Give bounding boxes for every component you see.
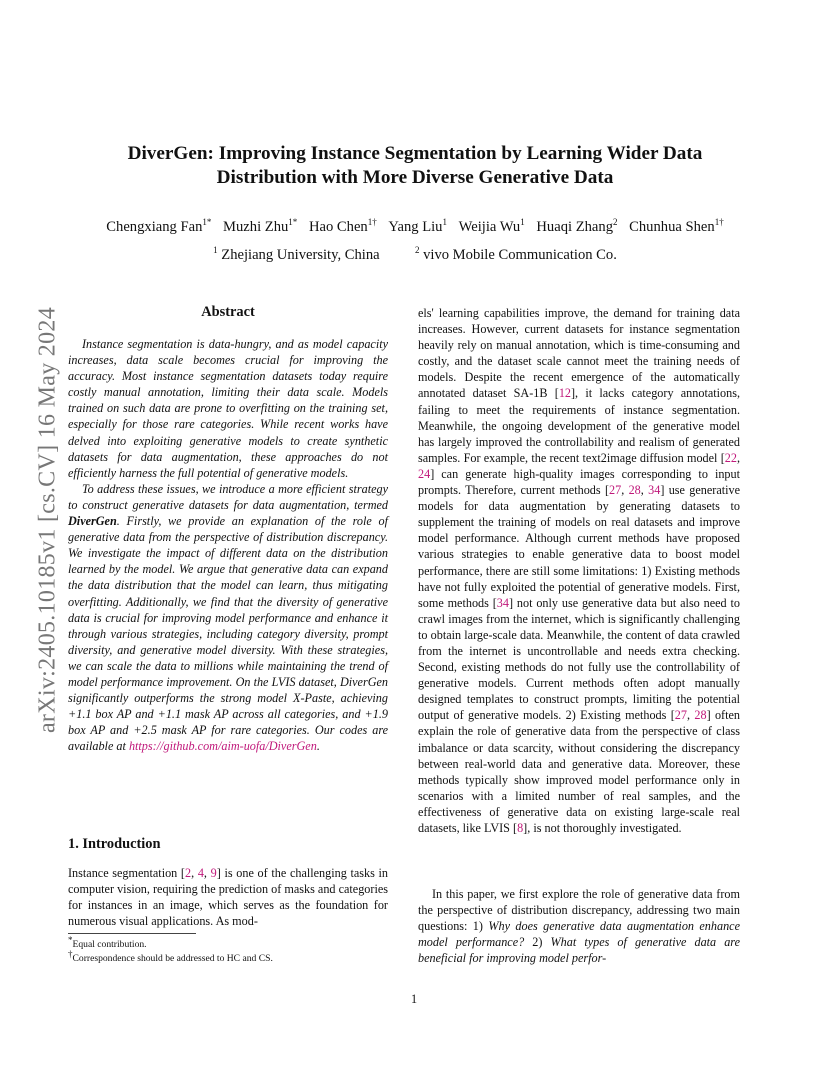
affiliation-name: Zhejiang University, China: [221, 247, 380, 263]
affiliation: [213, 247, 380, 263]
metric-value: +1.1: [157, 707, 182, 722]
author-name: Yang Liu: [388, 219, 443, 235]
method-name: DiverGen: [68, 514, 117, 529]
citation-link[interactable]: 2: [185, 866, 192, 880]
abstract-paragraph: Instance segmentation is data-hungry, and as model capacity increases, data scale becomes crucial for improving the accuracy. Most instance segmentation datasets today require costly manual annotation, limiting their data scale. Models trained on such data are prone to overfitting on the training set, especially for those rare categories. While recent works have delved into exploiting generative models to create synthetic datasets for data augmentation, these approaches do not efficiently harness the full potential of generative models.: [68, 337, 388, 480]
author-name: Chunhua Shen: [629, 219, 715, 235]
author: [536, 219, 617, 235]
introduction-paragraph: Instance segmentation [2, 4, 9] is one of the challenging tasks in computer vision, requiring the prediction of masks and categories for instances in an image, which serves as the foundation for numerous visual applications. As mod-: [68, 866, 389, 929]
affiliation: [415, 247, 617, 263]
citation-link[interactable]: 34: [496, 595, 509, 610]
author: [106, 219, 211, 235]
citation-link[interactable]: 9: [210, 866, 217, 880]
introduction-paragraph: els' learning capabilities improve, the demand for training data increases. However, current datasets for instance segmentation heavily rely on manual annotation, which is time-consuming and costly, and the dataset scale cannot meet the training needs of models. Despite the recent emergence of the automatically annotated dataset SA-1B [12], it lacks category annotations, failing to meet the requirements of instance segmentation. Meanwhile, the ongoing development of the generative model has largely improved the controllability and realism of generated samples. For example, the recent text2image diffusion model [22, 24] can generate high-quality images corresponding to input prompts. Therefore, current methods [27, 28, 34] use generative models for data augmentation by generating datasets to supplement the training of models on real datasets and improve model performance. Although current methods have proposed various strategies to enable generative data to boost model performance, there are still some limitations: 1) Existing methods have not fully exploited the potential of generative models. First, some methods [34] not only use generative data but also need to crawl images from the internet, which is significantly challenging to obtain large-scale data. Meanwhile, the content of data crawled from the internet is uncontrollable and needs extra checking. Second, existing methods do not fully use the controllability of generative models. Current methods often adopt manually designed templates to construct prompts, limiting the potential output of generative models. 2) Existing methods [27, 28] often explain the role of generative data from the perspective of class imbalance or data scarcity, without considering the discrepancy between real-world data and generative data. Moreover, these methods typically show improved model performance only in scenarios with a limited number of real samples, and the effectiveness of generative data on existing large-scale real datasets, like LVIS [8], is not thoroughly investigated.: [418, 306, 741, 835]
introduction-right-column-continued: [418, 886, 740, 966]
code-repository-link[interactable]: https://github.com/aim-uofa/DiverGen: [128, 739, 317, 754]
author-name: Weijia Wu: [458, 219, 521, 235]
citation-link[interactable]: 8: [517, 821, 524, 835]
abstract-heading: Abstract: [201, 304, 255, 320]
author: [459, 219, 525, 235]
affiliation-list: [60, 247, 770, 264]
metric-value: +1.9: [364, 707, 388, 722]
footnote-text: Equal contribution.: [72, 939, 147, 950]
author: [629, 219, 724, 235]
citation-link[interactable]: 12: [558, 386, 571, 401]
footnote-divider: [68, 933, 196, 934]
author-name: Muzhi Zhu: [223, 219, 289, 235]
title-line: Distribution with More Diverse Generative Data: [216, 167, 614, 188]
abstract-body: [68, 336, 388, 754]
author-affiliation-mark: 1†: [714, 217, 724, 228]
footnote-text: Correspondence should be addressed to HC and CS.: [72, 952, 273, 964]
abstract-paragraph: To address these issues, we introduce a more efficient strategy to construct generative datasets for data augmentation, termed DiverGen. Firstly, we provide an explanation of the role of generative data from the perspective of distribution discrepancy. We investigate the impact of different data on the distribution learned by the model. We argue that generative data can expand the data distribution that the model can learn, thus mitigating overfitting. Additionally, we find that the diversity of generative data is crucial for improving model performance and enhance it through various strategies, including category diversity, prompt diversity, and generative model diversity. With these strategies, we can scale the data to millions while maintaining the trend of model performance improvement. On the LVIS dataset, DiverGen significantly outperforms the strong model X-Paste, achieving +1.1 box AP and +1.1 mask AP across all categories, and +1.9 box AP and +2.5 mask AP for rare categories. Our codes are available at https://github.com/aim-uofa/DiverGen.: [68, 481, 389, 754]
citation-link[interactable]: 27: [609, 483, 622, 498]
author-list: [60, 219, 770, 236]
paper-title: [70, 142, 760, 190]
author-affiliation-mark: 1*: [288, 217, 298, 228]
affiliation-mark: 2: [414, 245, 420, 256]
citation-link[interactable]: 28: [694, 708, 707, 723]
footnote: [68, 934, 273, 952]
metric-value: +2.5: [133, 723, 157, 738]
citation-link[interactable]: 22: [724, 450, 737, 465]
author-affiliation-mark: 1: [520, 217, 525, 228]
footnotes: [68, 934, 273, 965]
author: [388, 219, 447, 235]
citation-link[interactable]: 28: [628, 483, 641, 498]
author-name: Chengxiang Fan: [106, 219, 203, 235]
page-number: 1: [410, 992, 418, 1006]
author-affiliation-mark: 1: [442, 217, 447, 228]
author-affiliation-mark: 2: [613, 217, 618, 228]
author-affiliation-mark: 1†: [367, 217, 377, 228]
research-question: What types of generative data are beneficial for improving model perfor-: [418, 935, 741, 966]
author-name: Huaqi Zhang: [536, 219, 613, 235]
citation-link[interactable]: 27: [674, 708, 687, 723]
section-heading-introduction: 1. Introduction: [68, 836, 161, 852]
introduction-right-column: [418, 305, 740, 836]
author: [223, 219, 297, 235]
citation-link[interactable]: 34: [648, 483, 661, 498]
introduction-left-column: [68, 865, 388, 929]
research-question: Why does generative data augmentation enhance model performance?: [418, 919, 740, 950]
author-name: Hao Chen: [308, 219, 368, 235]
metric-value: +1.1: [68, 707, 92, 722]
affiliation-mark: 1: [213, 245, 218, 256]
introduction-paragraph: In this paper, we first explore the role of generative data from the perspective of distribution discrepancy, addressing two main questions: 1) Why does generative data augmentation enhance model performance? 2) What types of generative data are beneficial for improving model perfor-: [418, 887, 741, 966]
citation-link[interactable]: 4: [197, 866, 204, 880]
author: [309, 219, 377, 235]
citation-link[interactable]: 24: [418, 466, 431, 481]
title-line: DiverGen: Improving Instance Segmentation by Learning Wider Data: [127, 143, 703, 164]
affiliation-name: vivo Mobile Communication Co.: [423, 247, 617, 263]
footnote-mark: †: [68, 948, 73, 959]
author-affiliation-mark: 1*: [202, 217, 212, 228]
footnote-mark: *: [68, 934, 73, 945]
footnote: [68, 948, 273, 966]
arxiv-identifier-stamp: arXiv:2405.10185v1 [cs.CV] 16 May 2024: [34, 306, 61, 734]
